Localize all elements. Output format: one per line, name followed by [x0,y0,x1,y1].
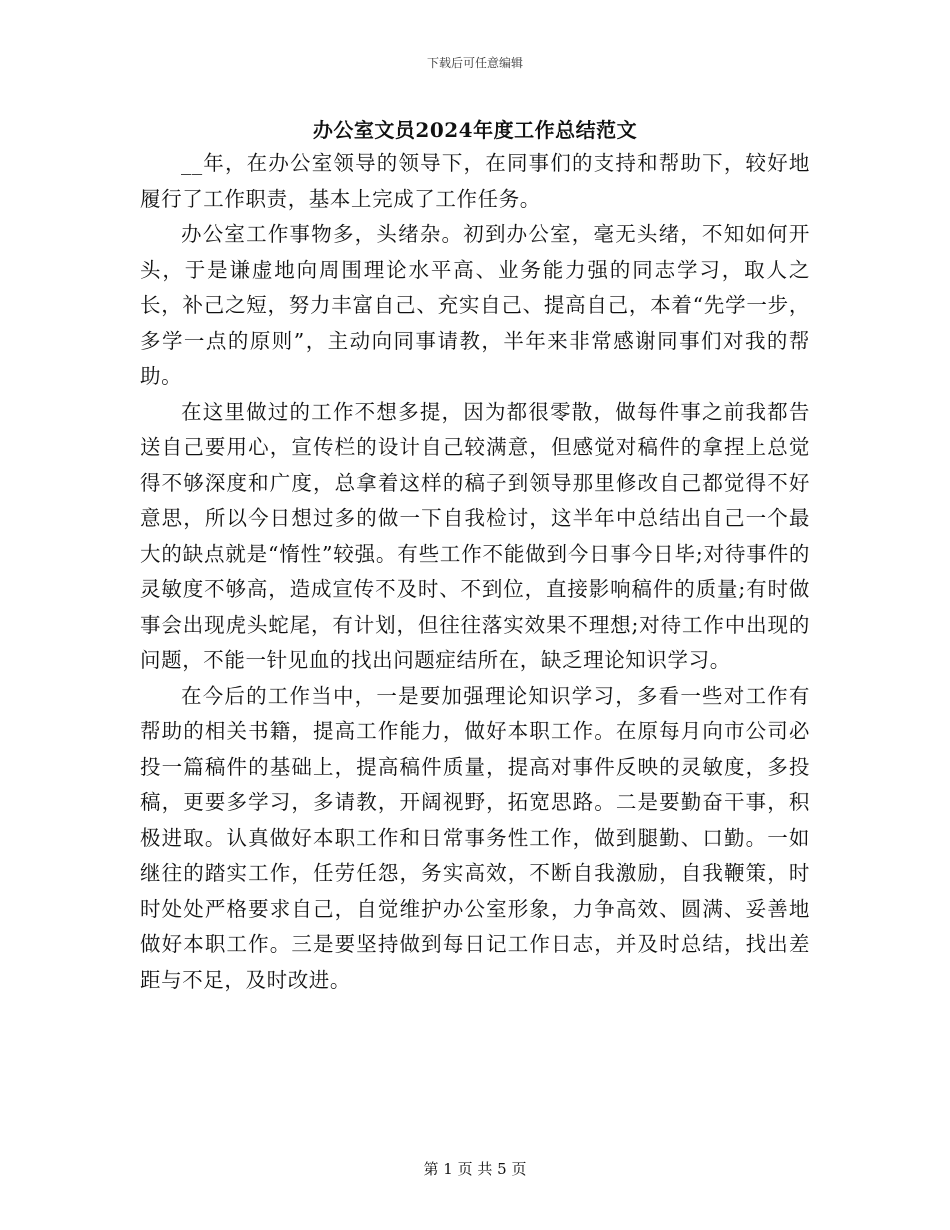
paragraph: __年，在办公室领导的领导下，在同事们的支持和帮助下，较好地履行了工作职责，基本上完成了工作任务。 [140,151,810,211]
paragraph: 办公室工作事物多，头绪杂。初到办公室，毫无头绪，不知如何开头，于是谦虚地向周围理论水平高、业务能力强的同志学习，取人之长，补己之短，努力丰富自己、充实自己、提高自己，本着“先学一步，多学一点的原则”，主动向同事请教，半年来非常感谢同事们对我的帮助。 [140,222,810,388]
paragraph: 在今后的工作当中，一是要加强理论知识学习，多看一些对工作有帮助的相关书籍，提高工作能力，做好本职工作。在原每月向市公司必投一篇稿件的基础上，提高稿件质量，提高对事件反映的灵敏度，多投稿，更要多学习，多请教，开阔视野，拓宽思路。二是要勤奋干事，积极进取。认真做好本职工作和日常事务性工作，做到腿勤、口勤。一如继往的踏实工作，任劳任怨，务实高效，不断自我激励，自我鞭策，时时处处严格要求自己，自觉维护办公室形象，力争高效、圆满、妥善地做好本职工作。三是要坚持做到每日记工作日志，并及时总结，找出差距与不足，及时改进。 [140,683,810,992]
document-title: 办公室文员2024年度工作总结范文 [312,118,638,142]
document-body [140,146,810,998]
page-number: 第 1 页 共 5 页 [423,1160,527,1178]
paragraph: 在这里做过的工作不想多提，因为都很零散，做每件事之前我都告送自己要用心，宣传栏的设计自己较满意，但感觉对稿件的拿捏上总觉得不够深度和广度，总拿着这样的稿子到领导那里修改自己都觉得不好意思，所以今日想过多的做一下自我检讨，这半年中总结出自己一个最大的缺点就是“惰性”较强。有些工作不能做到今日事今日毕;对待事件的灵敏度不够高，造成宣传不及时、不到位，直接影响稿件的质量;有时做事会出现虎头蛇尾，有计划，但往往落实效果不理想;对待工作中出现的问题，不能一针见血的找出问题症结所在，缺乏理论知识学习。 [140,399,810,672]
header-note: 下载后可任意编辑 [426,56,523,70]
